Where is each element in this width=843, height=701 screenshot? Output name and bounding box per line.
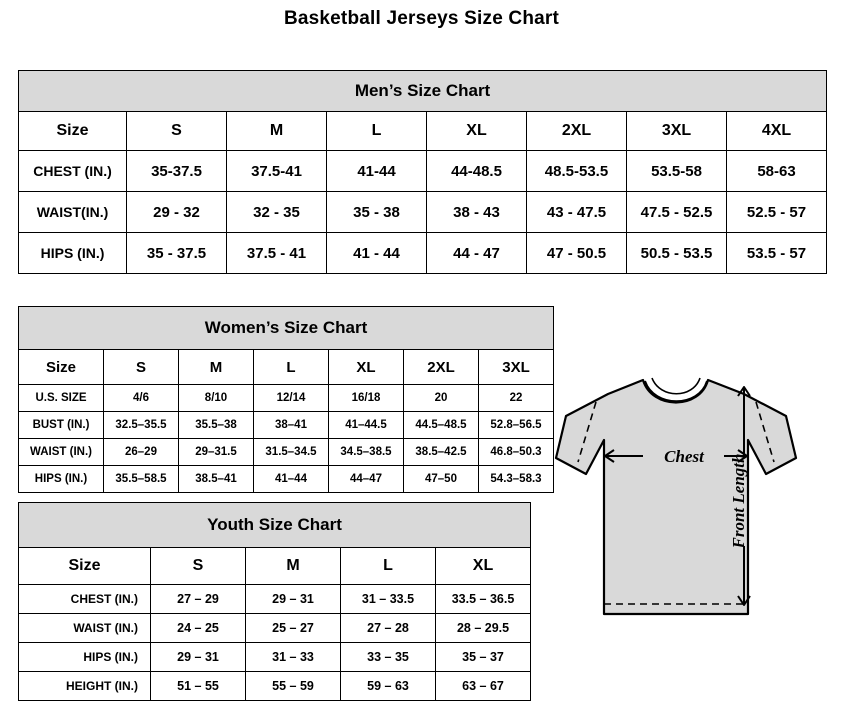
table-cell: 31 – 33.5 (341, 585, 436, 614)
table-cell: 24 – 25 (151, 614, 246, 643)
table-cell: 41–44 (254, 466, 329, 493)
table-header-row (19, 112, 827, 151)
chest-label: Chest (664, 447, 704, 466)
table-cell: 25 – 27 (246, 614, 341, 643)
row-label: WAIST(IN.) (19, 192, 127, 233)
table-cell: 50.5 - 53.5 (627, 233, 727, 274)
table-cell: 37.5-41 (227, 151, 327, 192)
table-row (19, 466, 554, 493)
table-cell: 29 – 31 (151, 643, 246, 672)
table-cell: 12/14 (254, 385, 329, 412)
table-row (19, 233, 827, 274)
mens-chart-caption: Men’s Size Chart (19, 71, 827, 112)
row-label: BUST (IN.) (19, 412, 104, 439)
table-cell: 33 – 35 (341, 643, 436, 672)
youth-chart-caption: Youth Size Chart (19, 503, 531, 548)
page-title: Basketball Jerseys Size Chart (283, 8, 560, 29)
table-row (19, 585, 531, 614)
table-row (19, 614, 531, 643)
column-header: S (104, 350, 179, 385)
column-header: M (246, 548, 341, 585)
column-header: Size (19, 112, 127, 151)
jersey-measurement-diagram (548, 366, 833, 666)
table-row (19, 151, 827, 192)
table-cell: 28 – 29.5 (436, 614, 531, 643)
table-cell: 38.5–41 (179, 466, 254, 493)
table-cell: 27 – 29 (151, 585, 246, 614)
table-cell: 38 - 43 (427, 192, 527, 233)
row-label: CHEST (IN.) (19, 585, 151, 614)
column-header: XL (427, 112, 527, 151)
row-label: CHEST (IN.) (19, 151, 127, 192)
table-header-row (19, 350, 554, 385)
row-label: HIPS (IN.) (19, 643, 151, 672)
table-cell: 41-44 (327, 151, 427, 192)
table-cell: 58-63 (727, 151, 827, 192)
column-header: L (341, 548, 436, 585)
table-row (19, 672, 531, 701)
womens-size-chart-table (18, 306, 554, 493)
table-cell: 34.5–38.5 (329, 439, 404, 466)
table-row (19, 439, 554, 466)
table-cell: 29 - 32 (127, 192, 227, 233)
row-label: HIPS (IN.) (19, 233, 127, 274)
table-cell: 37.5 - 41 (227, 233, 327, 274)
table-cell: 20 (404, 385, 479, 412)
column-header: 3XL (479, 350, 554, 385)
table-cell: 53.5-58 (627, 151, 727, 192)
column-header: S (151, 548, 246, 585)
column-header: 2XL (527, 112, 627, 151)
table-row (19, 385, 554, 412)
column-header: Size (19, 548, 151, 585)
row-label: HIPS (IN.) (19, 466, 104, 493)
table-cell: 43 - 47.5 (527, 192, 627, 233)
column-header: 4XL (727, 112, 827, 151)
column-header: M (179, 350, 254, 385)
table-cell: 53.5 - 57 (727, 233, 827, 274)
table-cell: 46.8–50.3 (479, 439, 554, 466)
table-cell: 35.5–58.5 (104, 466, 179, 493)
table-cell: 55 – 59 (246, 672, 341, 701)
column-header: 2XL (404, 350, 479, 385)
table-caption-row (19, 503, 531, 548)
table-cell: 32.5–35.5 (104, 412, 179, 439)
table-cell: 59 – 63 (341, 672, 436, 701)
table-cell: 35.5–38 (179, 412, 254, 439)
column-header: 3XL (627, 112, 727, 151)
table-cell: 44 - 47 (427, 233, 527, 274)
youth-size-chart-table (18, 502, 531, 701)
table-cell: 41 - 44 (327, 233, 427, 274)
column-header: S (127, 112, 227, 151)
table-cell: 4/6 (104, 385, 179, 412)
table-cell: 32 - 35 (227, 192, 327, 233)
table-cell: 54.3–58.3 (479, 466, 554, 493)
mens-size-chart-table (18, 70, 827, 274)
table-caption-row (19, 71, 827, 112)
table-cell: 26–29 (104, 439, 179, 466)
table-cell: 47 - 50.5 (527, 233, 627, 274)
table-cell: 27 – 28 (341, 614, 436, 643)
jersey-shirt-icon (556, 378, 796, 614)
table-cell: 38–41 (254, 412, 329, 439)
row-label: WAIST (IN.) (19, 439, 104, 466)
table-cell: 35 - 38 (327, 192, 427, 233)
table-row (19, 192, 827, 233)
womens-chart-caption: Women’s Size Chart (19, 307, 554, 350)
table-caption-row (19, 307, 554, 350)
table-cell: 33.5 – 36.5 (436, 585, 531, 614)
table-cell: 31.5–34.5 (254, 439, 329, 466)
table-cell: 48.5-53.5 (527, 151, 627, 192)
table-row (19, 643, 531, 672)
table-cell: 35 – 37 (436, 643, 531, 672)
table-cell: 41–44.5 (329, 412, 404, 439)
table-row (19, 412, 554, 439)
table-cell: 38.5–42.5 (404, 439, 479, 466)
table-cell: 29–31.5 (179, 439, 254, 466)
table-cell: 35-37.5 (127, 151, 227, 192)
table-cell: 31 – 33 (246, 643, 341, 672)
row-label: WAIST (IN.) (19, 614, 151, 643)
table-cell: 47–50 (404, 466, 479, 493)
table-header-row (19, 548, 531, 585)
front-length-label: Front Length (729, 453, 748, 549)
table-cell: 8/10 (179, 385, 254, 412)
table-cell: 44–47 (329, 466, 404, 493)
column-header: Size (19, 350, 104, 385)
column-header: M (227, 112, 327, 151)
column-header: XL (436, 548, 531, 585)
row-label: HEIGHT (IN.) (19, 672, 151, 701)
column-header: L (327, 112, 427, 151)
table-cell: 44-48.5 (427, 151, 527, 192)
column-header: XL (329, 350, 404, 385)
table-cell: 63 – 67 (436, 672, 531, 701)
table-cell: 29 – 31 (246, 585, 341, 614)
column-header: L (254, 350, 329, 385)
table-cell: 16/18 (329, 385, 404, 412)
table-cell: 22 (479, 385, 554, 412)
table-cell: 35 - 37.5 (127, 233, 227, 274)
table-cell: 47.5 - 52.5 (627, 192, 727, 233)
table-cell: 44.5–48.5 (404, 412, 479, 439)
row-label: U.S. SIZE (19, 385, 104, 412)
table-cell: 52.8–56.5 (479, 412, 554, 439)
table-cell: 52.5 - 57 (727, 192, 827, 233)
table-cell: 51 – 55 (151, 672, 246, 701)
